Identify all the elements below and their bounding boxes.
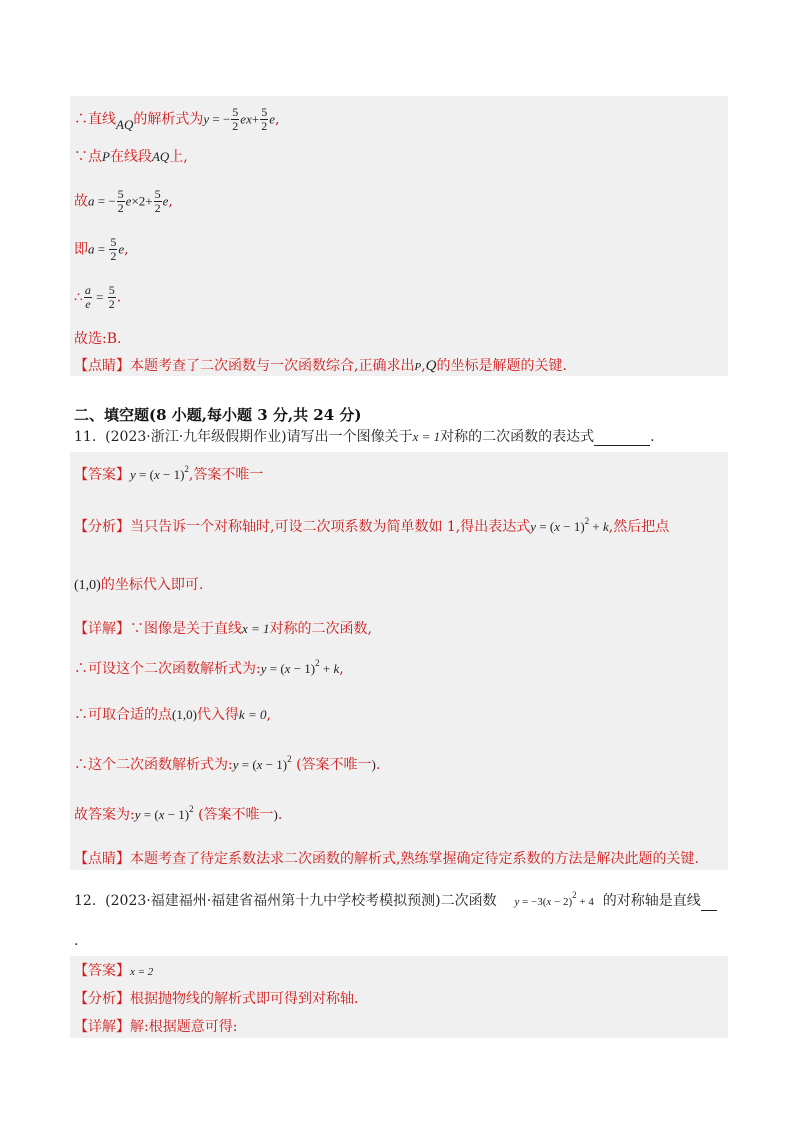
section-heading-fill-in: 二、填空题(8 小题,每小题 3 分,共 24 分) <box>74 406 362 424</box>
solution-line-a-value: 即a = $\frac{5}{2}$ e, <box>74 235 129 263</box>
solution-line-substitute: 故a = − $\frac{5}{2}$ e×2+ $\frac{5}{2}$ e, <box>74 187 173 215</box>
comment-q11: 【点睛】本题考查了待定系数法求二次函数的解析式,熟练掌握确定待定系数的方法是解决此题的关键. <box>74 851 699 867</box>
solution-line-p-on-aq: ∵点P在线段AQ上, <box>74 149 188 165</box>
detail-q12: 【详解】解:根据题意可得: <box>74 1019 238 1035</box>
question-12-period: . <box>74 933 79 949</box>
detail-q11-line2: ∴可设这个二次函数解析式为:y = $(x - 1)^2 + k$, <box>74 658 344 677</box>
answer-q11: 【答案】$y = (x - 1)^2$,答案不唯一 <box>74 464 264 483</box>
detail-q11-line3: ∴可取合适的点(1,0)代入得k = 0, <box>74 707 271 723</box>
solution-line-aq-equation: ∴直线AQ的解析式为y = − $\frac{5}{2}$ ex+ $\frac{5}{2}$ e, <box>74 105 280 133</box>
detail-q11-line4: ∴这个二次函数解析式为:y = $(x - 1)^2$ (答案不唯一). <box>74 754 381 773</box>
answer-q12: 【答案】x = 2 <box>74 963 154 979</box>
analysis-q12: 【分析】根据抛物线的解析式即可得到对称轴. <box>74 991 359 1007</box>
answer-blank <box>701 896 717 911</box>
comment-q10: 【点睛】本题考查了二次函数与一次函数综合,正确求出P,Q的坐标是解题的关键. <box>74 358 567 374</box>
question-11: 11. (2023·浙江·九年级假期作业)请写出一个图像关于x = 1对称的二次函数的表达式 . <box>74 429 655 445</box>
analysis-q11-cont: (1,0)的坐标代入即可. <box>74 577 204 593</box>
question-12: 12. (2023·福建福州·福建省福州第十九中学校考模拟预测)二次函数 $y = -3(x - 2)^2 + 4$ 的对称轴是直线 <box>74 892 717 911</box>
solution-line-ratio: ∴ $\frac{a}{e}$ = $\frac{5}{2}$ . <box>74 283 122 311</box>
detail-q11-line5: 故答案为:y = $(x - 1)^2$ (答案不唯一). <box>74 804 283 823</box>
solution-line-choice: 故选:B. <box>74 331 122 347</box>
solution-block-q10 <box>70 96 728 376</box>
analysis-q11: 【分析】当只告诉一个对称轴时,可设二次项系数为简单数如 1,得出表达式$y = (x - 1)^2 + k$,然后把点 <box>74 516 670 535</box>
detail-q11-line1: 【详解】∵图像是关于直线x = 1对称的二次函数, <box>74 621 372 637</box>
answer-blank <box>594 431 650 446</box>
